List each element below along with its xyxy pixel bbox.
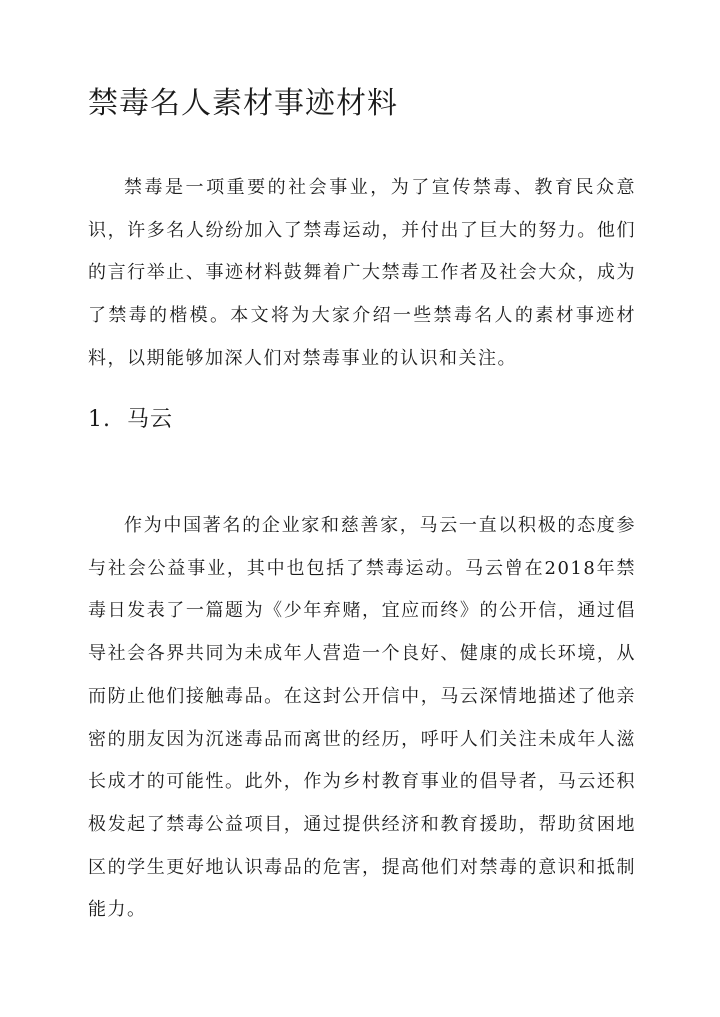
section-1-paragraph: 作为中国著名的企业家和慈善家，马云一直以积极的态度参与社会公益事业，其中也包括了禁毒运动。马云曾在2018年禁毒日发表了一篇题为《少年弃赌，宜应而终》的公开信，通过倡导社会各界共同为未成年人营造一个良好、健康的成长环境，从而防止他们接触毒品。在这封公开信中，马云深情地描述了他亲密的朋友因为沉迷毒品而离世的经历，呼吁人们关注未成年人滋长成才的可能性。此外，作为乡村教育事业的倡导者，马云还积极发起了禁毒公益项目，通过提供经济和教育援助，帮助贫困地区的学生更好地认识毒品的危害，提高他们对禁毒的意识和抵制能力。	[88, 515, 636, 921]
section-number: 1.	[88, 407, 111, 432]
intro-paragraph: 禁毒是一项重要的社会事业，为了宣传禁毒、教育民众意识，许多名人纷纷加入了禁毒运动，并付出了巨大的努力。他们的言行举止、事迹材料鼓舞着广大禁毒工作者及社会大众，成为了禁毒的楷模。本文将为大家介绍一些禁毒名人的素材事迹材料，以期能够加深人们对禁毒事业的认识和关注。	[88, 177, 636, 369]
section-heading-1	[88, 400, 173, 440]
section-heading-text: 马云	[127, 407, 174, 432]
document-title: 禁毒名人素材事迹材料	[88, 86, 398, 121]
